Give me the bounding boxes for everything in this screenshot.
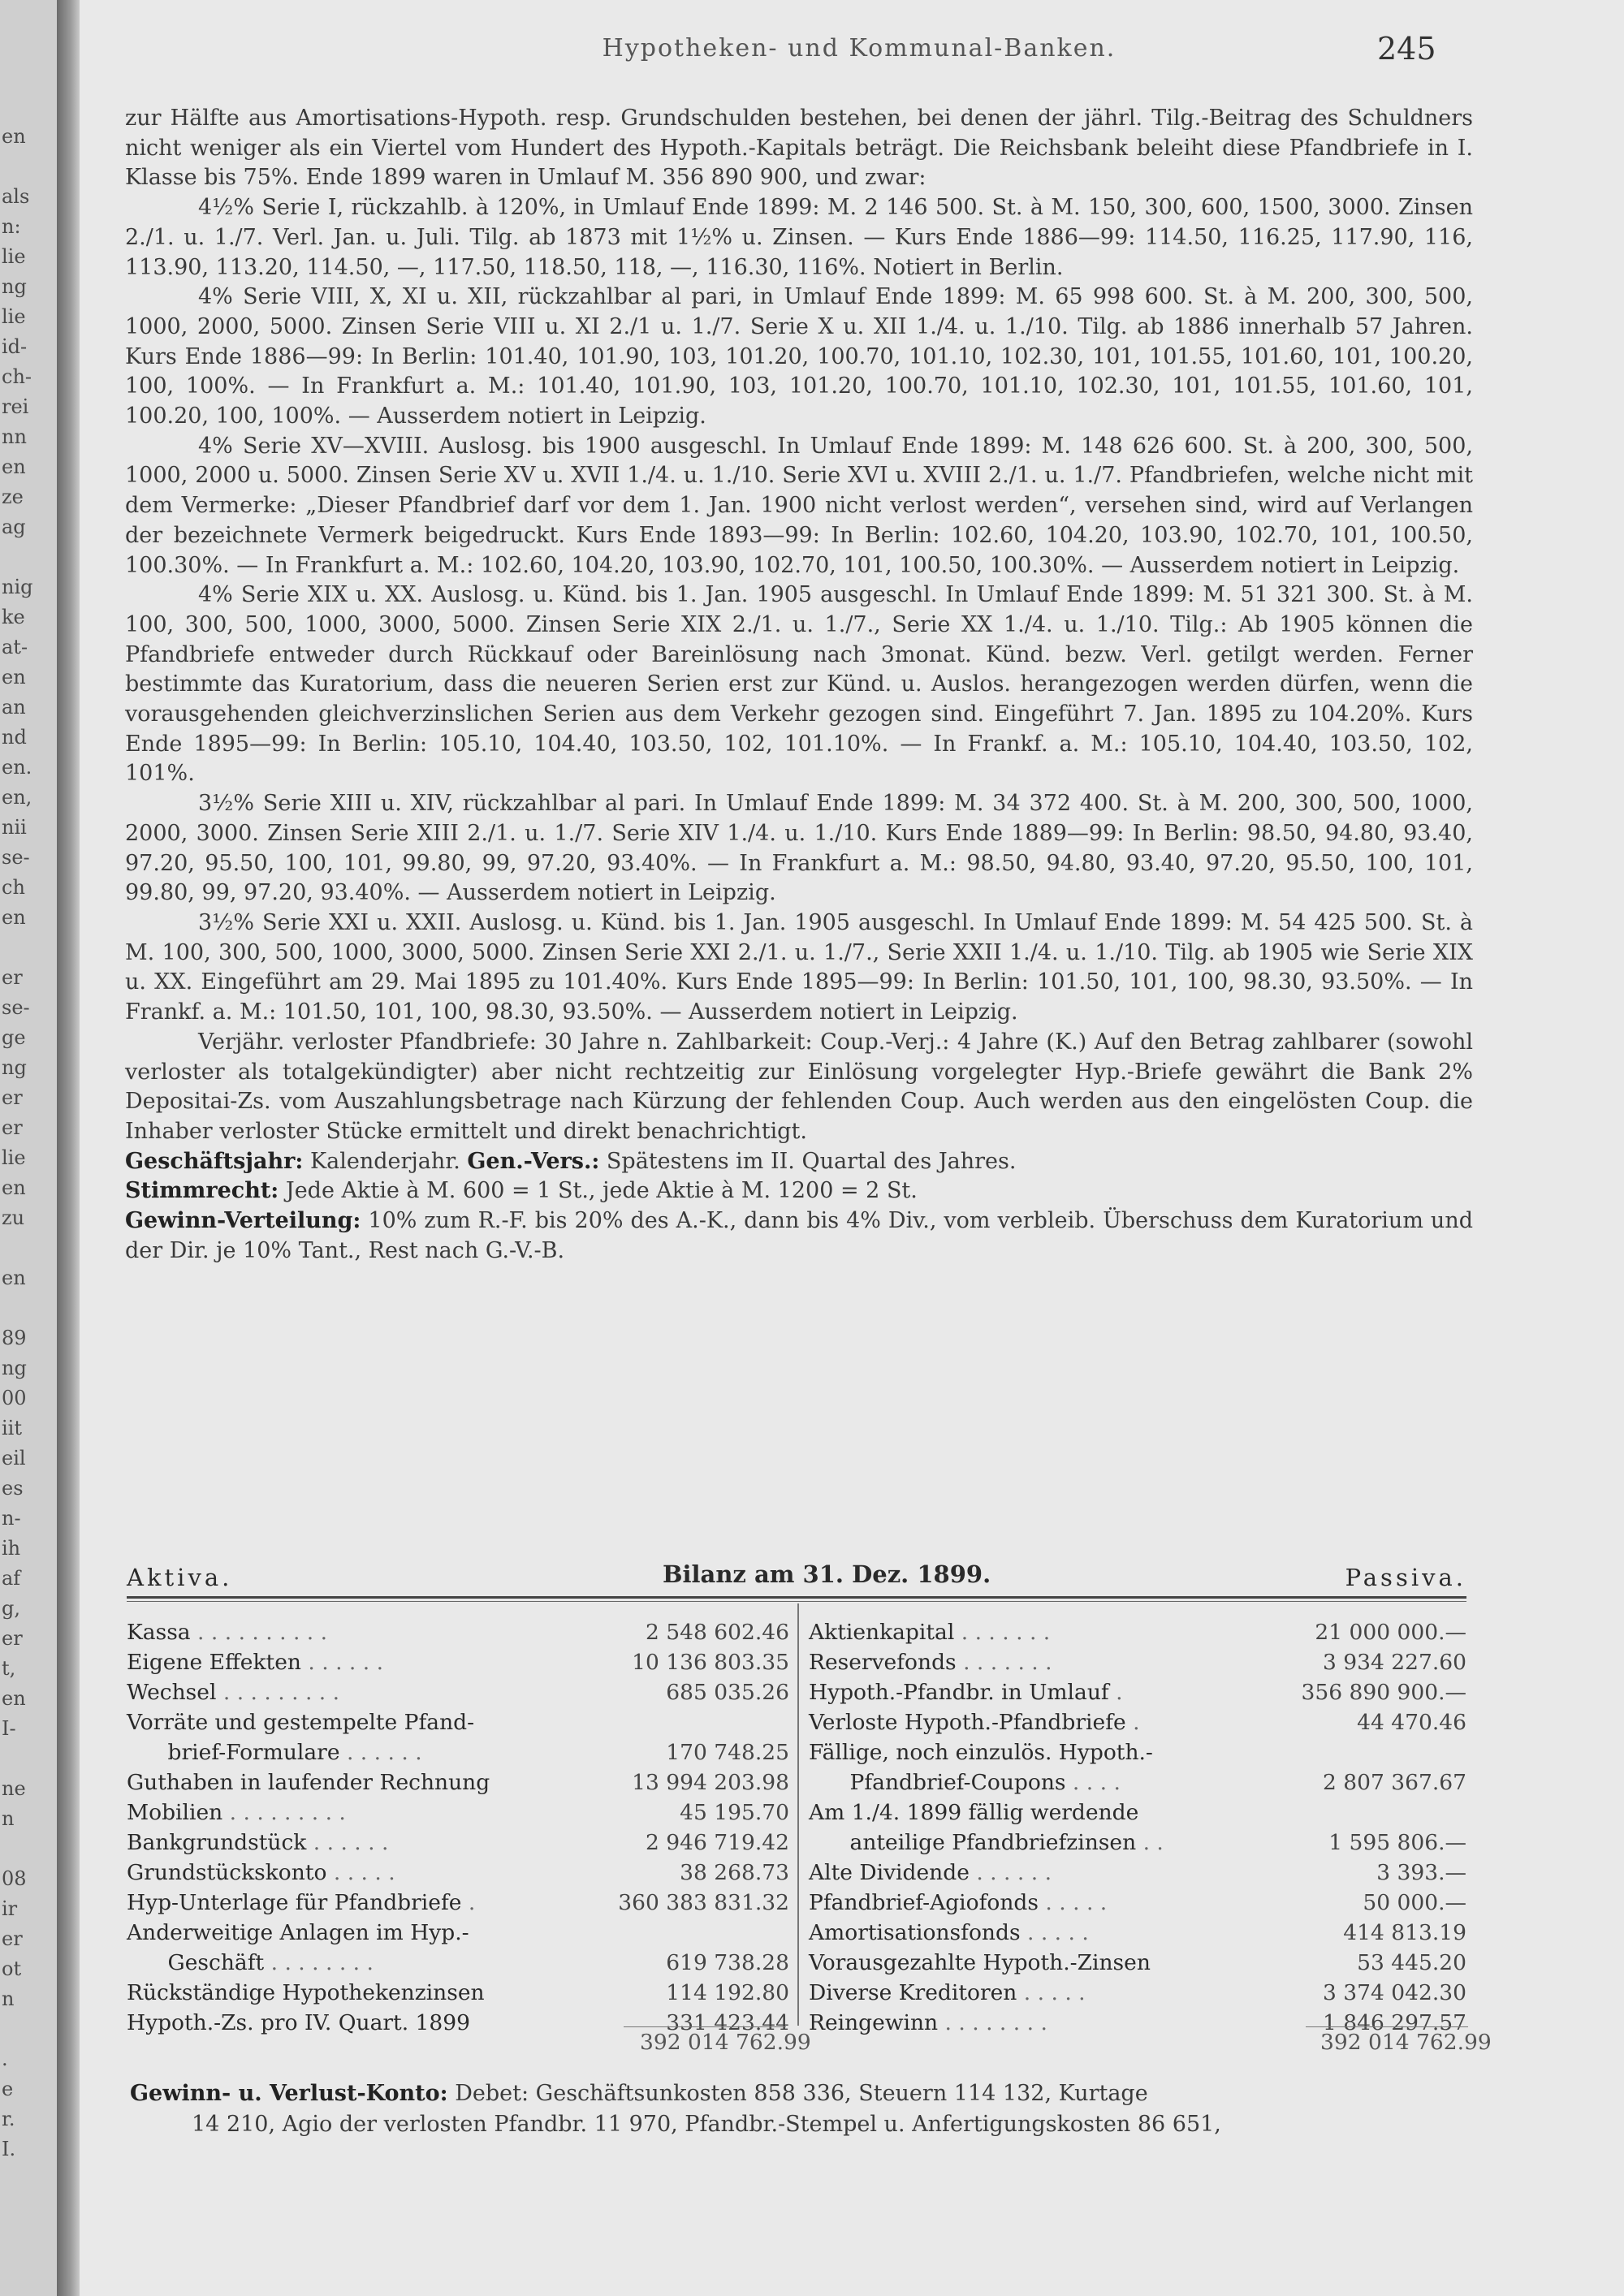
gutter-fragment: af — [2, 1567, 21, 1590]
passiva-label: Passiva. — [1345, 1564, 1466, 1591]
gutter-fragment: ag — [2, 516, 26, 538]
aktiva-row — [127, 1767, 789, 1798]
aktiva-row — [127, 1707, 789, 1737]
body-text — [125, 104, 1473, 1266]
aktiva-leader-dots: . . . . . . . . . — [222, 1800, 346, 1825]
gutter-fragment: en, — [2, 786, 32, 809]
passiva-leader-dots: . . . . . . . — [956, 1650, 1052, 1675]
passiva-item-label — [809, 1617, 1050, 1647]
passiva-item-name: Fällige, noch einzulös. Hypoth.- — [809, 1740, 1153, 1765]
gutter-fragment: ne — [2, 1777, 26, 1800]
gutter-fragment: . — [2, 2048, 8, 2070]
passiva-item-label — [809, 1767, 1121, 1798]
aktiva-item-value: 13 994 203.98 — [632, 1770, 789, 1795]
passiva-item-value: 414 813.19 — [1343, 1920, 1466, 1945]
gutter-fragment: lie — [2, 305, 26, 328]
gutter-fragment: 08 — [2, 1867, 27, 1890]
gutter-fragment: en — [2, 1687, 26, 1710]
aktiva-item-name: Grundstückskonto — [127, 1860, 327, 1885]
gewinn-verteilung-line — [125, 1206, 1473, 1266]
aktiva-item-label — [127, 1677, 339, 1707]
gewinn-verlust-label: Gewinn- u. Verlust-Konto: — [130, 2081, 448, 2106]
gutter-fragment — [2, 1233, 50, 1263]
passiva-item-value: 21 000 000.— — [1315, 1620, 1466, 1645]
aktiva-leader-dots: . . . . . — [326, 1860, 395, 1885]
passiva-item-name: Hypoth.-Pfandbr. in Umlauf — [809, 1680, 1109, 1705]
gutter-fragment: ke — [2, 606, 25, 628]
passiva-item-label — [809, 2008, 1047, 2038]
gutter-fragment — [2, 1293, 50, 1323]
passiva-item-label — [809, 1888, 1107, 1918]
passiva-leader-dots: . . — [1136, 1830, 1164, 1855]
aktiva-item-value: 360 383 831.32 — [618, 1890, 789, 1915]
gutter-fragment — [2, 933, 50, 963]
gutter-fragment: t, — [2, 1657, 16, 1680]
gutter-fragment: ch- — [2, 365, 32, 388]
passiva-item-name: Am 1./4. 1899 fällig werdende — [809, 1800, 1139, 1825]
passiva-item-label — [809, 1677, 1123, 1707]
passiva-total-rule — [1306, 2026, 1468, 2027]
aktiva-label: Aktiva. — [127, 1564, 233, 1591]
passiva-row — [809, 1858, 1466, 1888]
gutter-fragment: nd — [2, 726, 27, 749]
paragraph-list — [125, 104, 1473, 1147]
aktiva-item-value: 38 268.73 — [680, 1860, 789, 1885]
gutter-fragment: ir — [2, 1897, 18, 1920]
passiva-leader-dots: . — [1108, 1680, 1123, 1705]
passiva-row — [809, 1918, 1466, 1948]
passiva-row — [809, 1948, 1466, 1978]
gewinn-verlust-text: Debet: Geschäftsunkosten 858 336, Steuern 114 132, Kurtage — [447, 2081, 1148, 2106]
passiva-item-value: 50 000.— — [1363, 1890, 1466, 1915]
passiva-item-name: Diverse Kreditoren — [809, 1980, 1017, 2005]
passiva-row — [809, 1707, 1466, 1737]
aktiva-row — [127, 1918, 789, 1948]
passiva-leader-dots: . . . . . . . . — [938, 2010, 1047, 2035]
aktiva-item-label — [127, 1948, 374, 1978]
gutter-fragment: en. — [2, 756, 32, 779]
aktiva-item-label — [127, 1978, 485, 2008]
aktiva-item-label — [127, 1767, 490, 1798]
balance-title: Bilanz am 31. Dez. 1899. — [663, 1560, 991, 1588]
gutter-fragment: es — [2, 1477, 24, 1500]
passiva-item-label — [809, 1978, 1086, 2008]
paragraph: 4% Serie XIX u. XX. Auslosg. u. Künd. bis 1. Jan. 1905 ausgeschl. In Umlauf Ende 1899: M. 51 321 300. St. à M. 100, 300, 500, 1000, 3000, 5000. Zinsen Serie XIX 2./1. u. 1./7., Serie XX 1./4. u. 1./10. Tilg.: Ab 1905 können die Pfandbriefe entweder durch Rückkauf oder Bareinlösung nach 3monat. Künd. bezw. Verl. getilgt werden. Ferner bestimmte das Kuratorium, dass die neueren Serien erst zur Künd. u. Auslos. herangezogen werden dürfen, wenn die vorausgehenden gleichverzinslichen Serien aus dem Verkehr gezogen sind. Eingeführt 7. Jan. 1895 zu 104.20%. Kurs Ende 1895—99: In Berlin: 105.10, 104.40, 103.50, 102, 101.10%. — In Frankf. a. M.: 105.10, 104.40, 103.50, 102, 101%. — [125, 582, 1473, 787]
gutter-fragment: n — [2, 1987, 15, 2010]
gutter-fragment: ng — [2, 275, 27, 298]
passiva-item-value: 3 374 042.30 — [1322, 1980, 1466, 2005]
gutter-fragment: rei — [2, 395, 29, 418]
paragraph: 4% Serie XV—XVIII. Auslosg. bis 1900 ausgeschl. In Umlauf Ende 1899: M. 148 626 600. St. à 200, 300, 500, 1000, 2000 u. 5000. Zinsen Serie XV u. XVII 1./4. u. 1./10. Serie XVI u. XVIII 2./1. u. 1./7. Pfandbriefen, welche nicht mit dem Vermerke: „Dieser Pfandbrief darf vor dem 1. Jan. 1900 nicht verlost werden“, versehen sind, wird auf Verlangen der bezeichnete Vermerk beigedruckt. Kurs Ende 1893—99: In Berlin: 102.60, 104.20, 103.90, 102.70, 101, 100.50, 100.30%. — In Frankfurt a. M.: 102.60, 104.20, 103.90, 102.70, 101, 100.50, 100.30%. — Ausserdem notiert in Leipzig. — [125, 433, 1473, 578]
aktiva-row — [127, 1978, 789, 2008]
geschaeftsjahr-label: Geschäftsjahr: — [125, 1148, 304, 1174]
aktiva-column — [127, 1617, 789, 2038]
passiva-row — [809, 1978, 1466, 2008]
passiva-item-label — [809, 1858, 1052, 1888]
passiva-item-value: 3 393.— — [1376, 1860, 1466, 1885]
gutter-fragment: ng — [2, 1357, 27, 1379]
aktiva-item-name: Bankgrundstück — [127, 1830, 307, 1855]
aktiva-item-name: Rückständige Hypothekenzinsen — [127, 1980, 485, 2005]
gutter-fragment: I- — [2, 1717, 16, 1740]
aktiva-item-name: Vorräte und gestempelte Pfand- — [127, 1710, 475, 1735]
aktiva-row — [127, 1948, 789, 1978]
aktiva-item-value: 114 192.80 — [666, 1980, 789, 2005]
paragraph: zur Hälfte aus Amortisations-Hypoth. resp. Grundschulden bestehen, bei denen der jährl. Tilg.-Beitrag des Schuldners nicht weniger als ein Viertel vom Hundert des Hypoth.-Kapitals beträgt. Die Reichsbank beleiht diese Pfandbriefe in I. Klasse bis 75%. Ende 1899 waren in Umlauf M. 356 890 900, und zwar: — [125, 106, 1473, 191]
gutter-fragment: nig — [2, 576, 33, 598]
passiva-item-value: 2 807 367.67 — [1322, 1770, 1466, 1795]
passiva-item-name: Verloste Hypoth.-Pfandbriefe — [809, 1710, 1126, 1735]
aktiva-item-label — [127, 1707, 474, 1737]
gutter-fragment: n: — [2, 215, 21, 238]
gewinn-verlust-line-2: 14 210, Agio der verlosten Pfandbr. 11 970, Pfandbr.-Stempel u. Anfertigungskosten 86 651, — [192, 2112, 1221, 2137]
passiva-item-label — [809, 1948, 1151, 1978]
gutter-fragment: en — [2, 1176, 26, 1199]
genvers-text: Spätestens im II. Quartal des Jahres. — [599, 1148, 1017, 1174]
passiva-item-name: Pfandbrief-Agiofonds — [809, 1890, 1039, 1915]
passiva-leader-dots: . — [1125, 1710, 1140, 1735]
passiva-item-name: Aktienkapital — [809, 1620, 955, 1645]
gutter-fragment: se- — [2, 846, 30, 869]
paragraph: 4% Serie VIII, X, XI u. XII, rückzahlbar al pari, in Umlauf Ende 1899: M. 65 998 600. St. à M. 200, 300, 500, 1000, 2000, 5000. Zinsen Serie VIII u. XI 2./1 u. 1./7. Serie X u. XII 1./4. u. 1./10. Tilg. ab 1886 innerhalb 57 Jahren. Kurs Ende 1886—99: In Berlin: 101.40, 101.90, 103, 101.20, 100.70, 101.10, 102.30, 101, 101.55, 101.60, 101, 100.20, 100, 100%. — In Frankfurt a. M.: 101.40, 101.90, 103, 101.20, 100.70, 101.10, 102.30, 101, 101.55, 101.60, 101, 100.20, 100, 100%. — Ausserdem notiert in Leipzig. — [125, 284, 1473, 429]
book-page — [80, 0, 1624, 2296]
passiva-row — [809, 1737, 1466, 1767]
gutter-fragment: er — [2, 1086, 23, 1109]
passiva-row — [809, 1767, 1466, 1798]
passiva-item-label — [809, 1647, 1052, 1677]
gutter-fragment: en — [2, 125, 26, 148]
aktiva-item-value: 2 548 602.46 — [645, 1620, 789, 1645]
passiva-row — [809, 1888, 1466, 1918]
balance-column-divider — [797, 1603, 799, 2026]
aktiva-item-name: Anderweitige Anlagen im Hyp.- — [127, 1920, 469, 1945]
gutter-fragment: se- — [2, 996, 30, 1019]
gutter-fragment: nii — [2, 816, 27, 839]
aktiva-leader-dots: . . . . . . — [339, 1740, 422, 1765]
passiva-row — [809, 1798, 1466, 1828]
gutter-fragment: er — [2, 1627, 23, 1650]
balance-rule-thin — [127, 1601, 1466, 1602]
gutter-fragment: lie — [2, 245, 26, 268]
passiva-item-name: Pfandbrief-Coupons — [809, 1770, 1066, 1795]
passiva-row — [809, 1617, 1466, 1647]
aktiva-row — [127, 1858, 789, 1888]
passiva-item-value: 356 890 900.— — [1301, 1680, 1466, 1705]
passiva-item-value: 1 846 297.57 — [1322, 2010, 1466, 2035]
passiva-leader-dots: . . . . . — [1017, 1980, 1086, 2005]
aktiva-item-label — [127, 1798, 346, 1828]
gutter-fragment: lie — [2, 1146, 26, 1169]
passiva-item-value: 44 470.46 — [1357, 1710, 1466, 1735]
passiva-item-name: anteilige Pfandbriefzinsen — [809, 1830, 1137, 1855]
passiva-item-value: 53 445.20 — [1357, 1950, 1466, 1975]
aktiva-leader-dots: . — [461, 1890, 476, 1915]
gutter-fragment — [2, 1834, 50, 1864]
gutter-fragment: r. — [2, 2108, 15, 2130]
aktiva-item-label — [127, 1888, 475, 1918]
gutter-fragment: eil — [2, 1447, 26, 1470]
aktiva-leader-dots: . . . . . . — [300, 1650, 384, 1675]
passiva-column — [809, 1617, 1466, 2038]
passiva-row — [809, 1677, 1466, 1707]
gutter-fragment: ze — [2, 486, 24, 508]
passiva-row — [809, 1647, 1466, 1677]
gutter-fragment: er — [2, 966, 23, 989]
aktiva-leader-dots: . . . . . . . . — [264, 1950, 374, 1975]
gewinn-verteilung-label: Gewinn-Verteilung: — [125, 1208, 361, 1234]
aktiva-item-label — [127, 1617, 327, 1647]
gewinn-verlust-line-1 — [130, 2078, 1468, 2109]
passiva-row — [809, 1828, 1466, 1858]
gutter-fragment: 00 — [2, 1387, 27, 1409]
gutter-fragment: g, — [2, 1597, 20, 1620]
paragraph: Verjähr. verloster Pfandbriefe: 30 Jahre n. Zahlbarkeit: Coup.-Verj.: 4 Jahre (K.) Auf den Betrag zahlbarer (sowohl verloster als totalgekündigter) aber nicht rechtzeitig zur Einlösung vorgelegter Hyp.-Briefe gewährt die Bank 2% Depositai-Zs. vom Auszahlungsbetrage nach Kürzung der fehlenden Coup. Auch werden aus den eingelösten Coup. die Inhaber verloster Stücke ermittelt und direkt benachrichtigt. — [125, 1029, 1473, 1144]
gutter-fragment: en — [2, 906, 26, 929]
running-header: Hypotheken- und Kommunal-Banken. — [602, 34, 1116, 63]
paragraph: 3½% Serie XIII u. XIV, rückzahlbar al pari. In Umlauf Ende 1899: M. 34 372 400. St. à M. 200, 300, 500, 1000, 2000, 3000. Zinsen Serie XIII 2./1. u. 1./7. Serie XIV 1./4. u. 1./10. Kurs Ende 1889—99: In Berlin: 98.50, 94.80, 93.40, 97.20, 95.50, 100, 101, 99.80, 99, 97.20, 93.40%. — In Frankfurt a. M.: 98.50, 94.80, 93.40, 97.20, 95.50, 100, 101, 99.80, 99, 97.20, 93.40%. — Ausserdem notiert in Leipzig. — [125, 791, 1473, 906]
aktiva-item-name: Eigene Effekten — [127, 1650, 301, 1675]
gutter-fragment: iit — [2, 1417, 22, 1439]
passiva-leader-dots: . . . . . — [1039, 1890, 1108, 1915]
gutter-fragment: ng — [2, 1056, 27, 1079]
aktiva-leader-dots: . . . . . . . . . — [216, 1680, 340, 1705]
passiva-item-label — [809, 1828, 1164, 1858]
gutter-fragment: ge — [2, 1026, 26, 1049]
aktiva-item-name: Mobilien — [127, 1800, 223, 1825]
gewinn-verlust-konto — [130, 2078, 1468, 2140]
aktiva-item-value: 2 946 719.42 — [645, 1830, 789, 1855]
gutter-fragment: an — [2, 696, 26, 719]
aktiva-item-name: Geschäft — [127, 1950, 265, 1975]
aktiva-total-rule — [624, 2026, 786, 2027]
page-number: 245 — [1377, 31, 1436, 67]
aktiva-row — [127, 1677, 789, 1707]
gutter-fragment: ih — [2, 1537, 21, 1560]
facing-page-text-fragments — [2, 122, 50, 2164]
passiva-item-label — [809, 1707, 1140, 1737]
passiva-total: 392 014 762.99 — [1320, 2030, 1492, 2055]
passiva-item-name: Vorausgezahlte Hypoth.-Zinsen — [809, 1950, 1151, 1975]
passiva-leader-dots: . . . . . . . — [954, 1620, 1051, 1645]
paragraph: 3½% Serie XXI u. XXII. Auslosg. u. Künd. bis 1. Jan. 1905 ausgeschl. In Umlauf Ende 1899: M. 54 425 500. St. à M. 100, 300, 500, 1000, 3000, 5000. Zinsen Serie XXI 2./1. u. 1./7., Serie XXII 1./4. u. 1./10. Tilg. ab 1905 wie Serie XIX u. XX. Eingeführt am 29. Mai 1895 zu 101.40%. Kurs Ende 1895—99: In Berlin: 101.50, 101, 100, 98.30, 93.50%. — In Frankf. a. M.: 101.50, 101, 100, 98.30, 93.50%. — Ausserdem notiert in Leipzig. — [125, 909, 1473, 1025]
gutter-fragment — [2, 152, 50, 182]
gutter-fragment: en — [2, 666, 26, 688]
aktiva-leader-dots: . . . . . . . . . . — [190, 1620, 328, 1645]
gutter-fragment: id- — [2, 335, 28, 358]
aktiva-total: 392 014 762.99 — [640, 2030, 811, 2055]
gutter-fragment — [2, 2014, 50, 2044]
aktiva-item-value: 331 423.44 — [666, 2010, 789, 2035]
aktiva-item-name: Hypoth.-Zs. pro IV. Quart. 1899 — [127, 2010, 470, 2035]
aktiva-item-value: 45 195.70 — [680, 1800, 789, 1825]
book-spine-shadow — [57, 0, 80, 2296]
aktiva-row — [127, 1888, 789, 1918]
gutter-fragment: en — [2, 1267, 26, 1289]
aktiva-item-label — [127, 1918, 469, 1948]
passiva-item-value: 3 934 227.60 — [1322, 1650, 1466, 1675]
passiva-item-label — [809, 1737, 1153, 1767]
gutter-fragment: e — [2, 2078, 14, 2100]
aktiva-item-label — [127, 1647, 383, 1677]
aktiva-row — [127, 1617, 789, 1647]
gutter-fragment: zu — [2, 1206, 25, 1229]
genvers-label: Gen.-Vers.: — [467, 1148, 600, 1174]
stimmrecht-text: Jede Aktie à M. 600 = 1 St., jede Aktie à M. 1200 = 2 St. — [279, 1178, 918, 1204]
gutter-fragment — [2, 1744, 50, 1774]
aktiva-item-label — [127, 1737, 422, 1767]
aktiva-row — [127, 1737, 789, 1767]
paragraph: 4½% Serie I, rückzahlb. à 120%, in Umlauf Ende 1899: M. 2 146 500. St. à M. 150, 300, 600, 1500, 3000. Zinsen 2./1. u. 1./7. Verl. Jan. u. Juli. Tilg. ab 1873 mit 1½% u. Zinsen. — Kurs Ende 1886—99: 114.50, 116.25, 117.90, 116, 113.90, 113.20, 114.50, —, 117.50, 118.50, 118, —, 116.30, 116%. Notiert in Berlin. — [125, 195, 1473, 280]
gutter-fragment: ch — [2, 876, 25, 899]
aktiva-item-label — [127, 1858, 395, 1888]
aktiva-item-value: 10 136 803.35 — [632, 1650, 789, 1675]
aktiva-item-name: Guthaben in laufender Rechnung — [127, 1770, 490, 1795]
gutter-fragment: als — [2, 185, 30, 208]
passiva-leader-dots: . . . . — [1065, 1770, 1121, 1795]
passiva-leader-dots: . . . . . — [1020, 1920, 1089, 1945]
balance-rule-top — [127, 1596, 1466, 1599]
aktiva-item-value: 685 035.26 — [666, 1680, 789, 1705]
gutter-fragment: ot — [2, 1957, 22, 1980]
gutter-fragment: er — [2, 1116, 23, 1139]
gutter-fragment: er — [2, 1927, 23, 1950]
aktiva-item-label — [127, 1828, 388, 1858]
aktiva-item-name: Hyp-Unterlage für Pfandbriefe — [127, 1890, 462, 1915]
gutter-fragment — [2, 542, 50, 572]
gutter-fragment: nn — [2, 425, 27, 448]
gewinn-verteilung-text: 10% zum R.-F. bis 20% des A.-K., dann bis 4% Div., vom verbleib. Überschuss dem Kuratorium und der Dir. je 10% Tant., Rest nach G.-V.-B. — [125, 1208, 1473, 1263]
aktiva-item-value: 170 748.25 — [666, 1740, 789, 1765]
passiva-item-label — [809, 1918, 1089, 1948]
gutter-fragment: 89 — [2, 1327, 27, 1349]
aktiva-item-name: Wechsel — [127, 1680, 217, 1705]
passiva-item-label — [809, 1798, 1138, 1828]
passiva-leader-dots: . . . . . . — [969, 1860, 1052, 1885]
stimmrecht-line — [125, 1176, 1473, 1206]
passiva-item-value: 1 595 806.— — [1328, 1830, 1466, 1855]
balance-header — [127, 1559, 1466, 1591]
aktiva-item-label — [127, 2008, 470, 2038]
aktiva-item-value: 619 738.28 — [666, 1950, 789, 1975]
passiva-item-name: Reservefonds — [809, 1650, 957, 1675]
aktiva-item-name: Kassa — [127, 1620, 191, 1645]
geschaeftsjahr-line — [125, 1147, 1473, 1177]
gutter-fragment: at- — [2, 636, 28, 658]
aktiva-row — [127, 1828, 789, 1858]
passiva-item-name: Amortisationsfonds — [809, 1920, 1021, 1945]
aktiva-item-name: brief-Formulare — [127, 1740, 340, 1765]
geschaeftsjahr-text: Kalenderjahr. — [303, 1148, 468, 1174]
aktiva-row — [127, 1798, 789, 1828]
gutter-fragment: I. — [2, 2138, 16, 2160]
gutter-fragment: n — [2, 1807, 15, 1830]
aktiva-row — [127, 1647, 789, 1677]
gutter-fragment: n- — [2, 1507, 21, 1530]
gutter-fragment: en — [2, 455, 26, 478]
aktiva-leader-dots: . . . . . . — [306, 1830, 389, 1855]
passiva-item-name: Alte Dividende — [809, 1860, 970, 1885]
stimmrecht-label: Stimmrecht: — [125, 1178, 279, 1204]
facing-page-gutter — [0, 0, 57, 2296]
passiva-item-name: Reingewinn — [809, 2010, 939, 2035]
